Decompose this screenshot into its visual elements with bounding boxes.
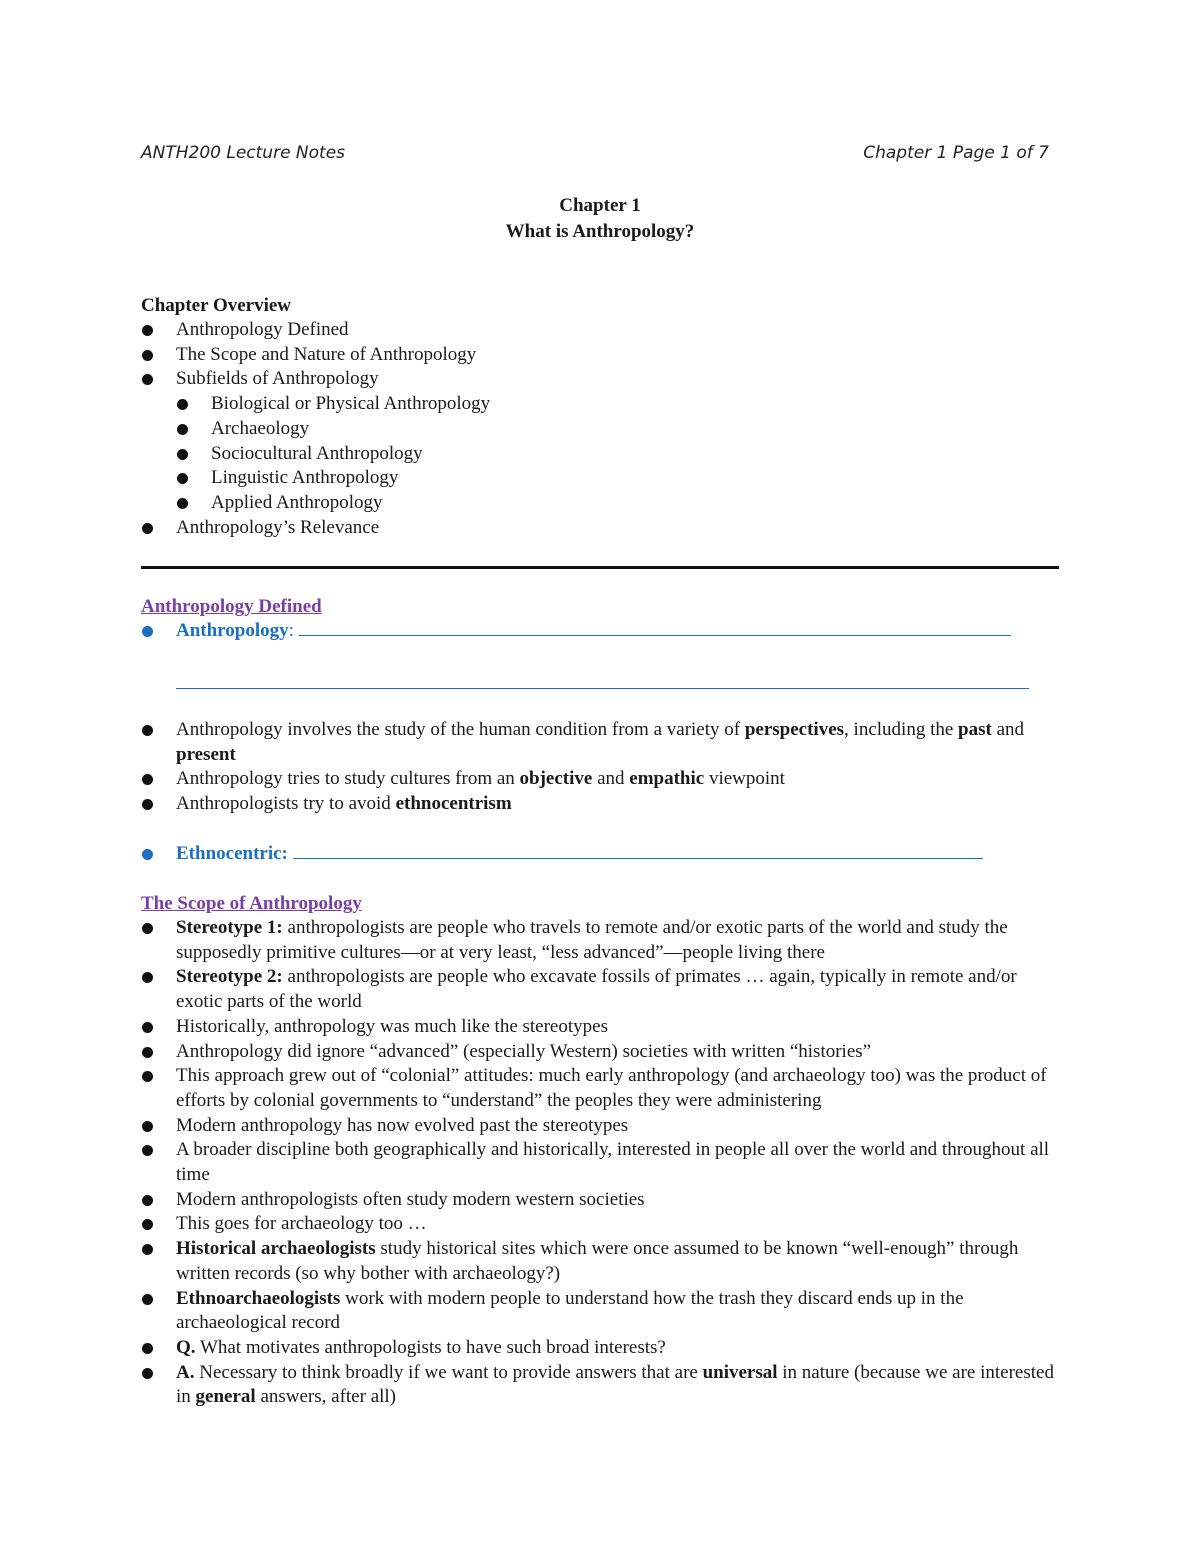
list-item bbox=[141, 1361, 1059, 1410]
text: answers, after all) bbox=[255, 1386, 397, 1408]
definition-item bbox=[141, 619, 1059, 644]
section-heading: The Scope of Anthropology bbox=[141, 893, 362, 914]
list-item: This approach grew out of “colonial” attitudes: much early anthropology (and archaeology too) was the product of efforts by colonial governments to “understand” the peoples they were administering bbox=[141, 1064, 1059, 1113]
chapter-name: What is Anthropology? bbox=[505, 221, 695, 242]
text: anthropologists are people who excavate fossils of primates … again, typically in remote and/or exotic parts of the world bbox=[176, 966, 1017, 1013]
list-item: Sociocultural Anthropology bbox=[176, 442, 1059, 467]
defined-points bbox=[141, 718, 1059, 817]
answer-blank[interactable] bbox=[293, 844, 983, 859]
bold-text: empathic bbox=[629, 768, 705, 790]
overview-list-end bbox=[141, 516, 1059, 541]
ethnocentric-definition bbox=[141, 842, 1059, 867]
header-page-number: Chapter 1 Page 1 of 7 bbox=[863, 143, 1049, 163]
chapter-title bbox=[0, 193, 1200, 245]
text: viewpoint bbox=[704, 768, 785, 790]
list-item bbox=[141, 792, 1059, 817]
bold-text: Q. bbox=[176, 1336, 196, 1358]
list-item: A broader discipline both geographically and historically, interested in people all over the world and throughout all time bbox=[141, 1138, 1059, 1187]
bold-text: objective bbox=[519, 768, 593, 790]
section-anthropology-defined bbox=[141, 594, 1059, 644]
text: in nature (because we are interested in bbox=[176, 1361, 1054, 1408]
list-item bbox=[141, 916, 1059, 965]
text: and bbox=[592, 768, 630, 790]
list-item bbox=[141, 718, 1059, 767]
bold-text: universal bbox=[702, 1361, 778, 1383]
list-item: The Scope and Nature of Anthropology bbox=[141, 343, 1059, 368]
list-item bbox=[141, 965, 1059, 1014]
list-item: Biological or Physical Anthropology bbox=[176, 392, 1059, 417]
bold-text: general bbox=[195, 1386, 256, 1408]
subfields-list bbox=[141, 392, 1059, 516]
page-header bbox=[141, 143, 1049, 167]
text: work with modern people to understand how the trash they discard ends up in the archaeological record bbox=[176, 1287, 964, 1334]
term-colon: : bbox=[288, 620, 294, 641]
bold-text: Ethnoarchaeologists bbox=[176, 1287, 341, 1309]
list-item: Anthropology’s Relevance bbox=[141, 516, 1059, 541]
text: study historical sites which were once assumed to be known “well-enough” through written records (so why bother with archaeology?) bbox=[176, 1238, 1019, 1284]
section-scope bbox=[141, 891, 1059, 1410]
text: Necessary to think broadly if we want to provide answers that are bbox=[194, 1361, 703, 1383]
text: Anthropology tries to study cultures from an bbox=[176, 768, 520, 790]
text: Anthropology involves the study of the human condition from a variety of bbox=[176, 719, 745, 740]
section-heading: Anthropology Defined bbox=[141, 596, 322, 617]
chapter-overview bbox=[141, 293, 1059, 540]
list-item: Modern anthropologists often study modern western societies bbox=[141, 1188, 1059, 1213]
answer-blank[interactable] bbox=[299, 621, 1011, 636]
list-item: This goes for archaeology too … bbox=[141, 1212, 1059, 1237]
overview-heading: Chapter Overview bbox=[141, 295, 292, 316]
list-item: Anthropology Defined bbox=[141, 318, 1059, 343]
text: What motivates anthropologists to have such broad interests? bbox=[195, 1336, 666, 1358]
chapter-number: Chapter 1 bbox=[559, 195, 641, 216]
list-item bbox=[141, 1336, 1059, 1361]
list-item: Archaeology bbox=[176, 417, 1059, 442]
defined-term-list bbox=[141, 619, 1059, 644]
ethnocentric-list bbox=[141, 842, 1059, 867]
bold-text: past bbox=[958, 719, 992, 740]
list-item: Anthropology did ignore “advanced” (especially Western) societies with written “histories” bbox=[141, 1040, 1059, 1065]
list-item: Applied Anthropology bbox=[176, 491, 1059, 516]
bold-text: Stereotype 1: bbox=[176, 917, 283, 938]
definition-item bbox=[141, 842, 1059, 867]
header-course: ANTH200 Lecture Notes bbox=[141, 143, 346, 163]
scope-list bbox=[141, 916, 1059, 1410]
text: Anthropologists try to avoid bbox=[176, 793, 396, 815]
list-item bbox=[141, 767, 1059, 792]
bold-text: ethnocentrism bbox=[395, 793, 512, 815]
defined-list bbox=[141, 718, 1059, 817]
overview-list bbox=[141, 318, 1059, 392]
term-label: Anthropology bbox=[176, 620, 289, 641]
bold-text: Historical archaeologists bbox=[176, 1238, 376, 1260]
list-item: Subfields of Anthropology bbox=[141, 367, 1059, 392]
list-item: Historically, anthropology was much like the stereotypes bbox=[141, 1015, 1059, 1040]
text: and bbox=[991, 719, 1025, 740]
section-divider bbox=[141, 566, 1059, 569]
answer-blank-line[interactable] bbox=[176, 688, 1029, 689]
text: anthropologists are people who travels to remote and/or exotic parts of the world and study the supposedly primitive cultures—or at very least, “less advanced”—people living there bbox=[176, 917, 1008, 963]
list-item bbox=[141, 1287, 1059, 1336]
bold-text: perspectives bbox=[744, 719, 845, 740]
list-item bbox=[141, 1237, 1059, 1286]
bold-text: Stereotype 2: bbox=[176, 966, 283, 988]
list-item: Linguistic Anthropology bbox=[176, 466, 1059, 491]
term-label: Ethnocentric: bbox=[176, 843, 288, 864]
bold-text: present bbox=[176, 743, 236, 765]
list-item: Modern anthropology has now evolved past the stereotypes bbox=[141, 1114, 1059, 1139]
bold-text: A. bbox=[176, 1361, 195, 1383]
text: , including the bbox=[844, 719, 959, 740]
